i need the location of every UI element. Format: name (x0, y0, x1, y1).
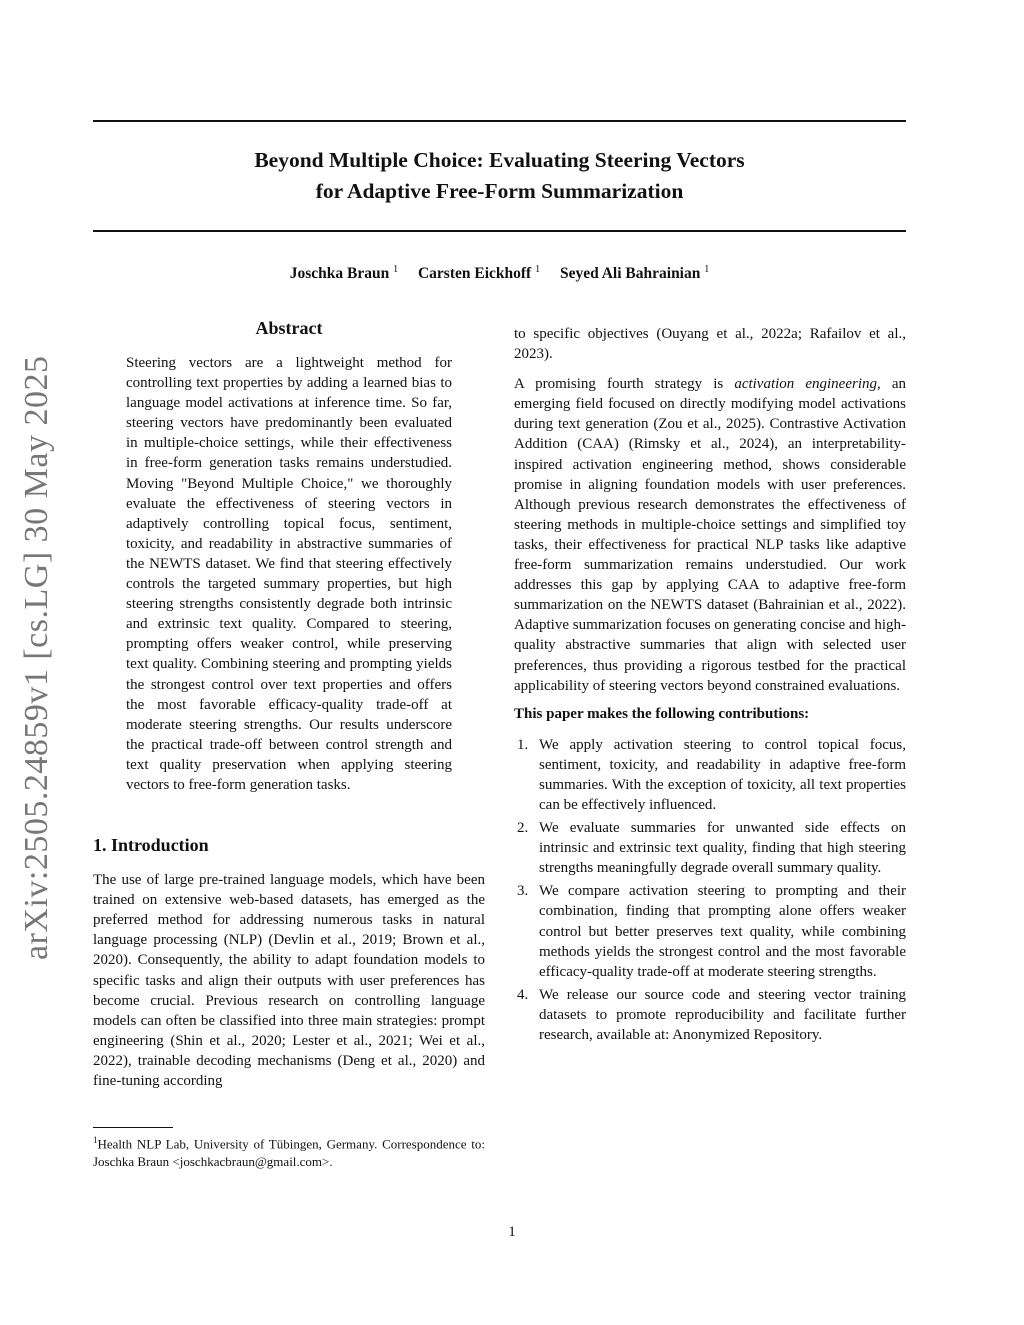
author-name: Carsten Eickhoff (417, 265, 532, 283)
author-affiliation-mark: 1 (704, 264, 710, 275)
list-item-text: We apply activation steering to control topical focus, sentiment, toxicity, and readability in adaptive free-form summaries. With the exception of toxicity, all text properties can be effectively influenced. (539, 736, 906, 813)
intro-paragraph: The use of large pre-trained language models, which have been trained on extensive web-based datasets, has emerged as the preferred method for addressing numerous tasks in natural language processing (NLP) (Devlin et al., 2019; Brown et al., 2020). Consequently, the ability to adapt foundation models to specific tasks and align their outputs with user preferences has become crucial. Previous research on controlling language models can often be classified into three main strategies: prompt engineering (Shin et al., 2020; Lester et al., 2021; Wei et al., 2022), trainable decoding mechanisms (Deng et al., 2020) and fine-tuning according (93, 872, 485, 1089)
list-item (514, 985, 906, 1045)
abstract-heading: Abstract (255, 318, 323, 338)
paragraph-text-start: A promising fourth strategy is (514, 376, 735, 393)
abstract-text: Steering vectors are a lightweight method for controlling text properties by adding a learned bias to language model activations at inference time. So far, steering vectors have predominantly been evaluated in multiple-choice settings, while their effectiveness in free-form generation tasks remains understudied. Moving "Beyond Multiple Choice," we thoroughly evaluate the effectiveness of steering vectors in adaptively controlling topical focus, sentiment, toxicity, and readability in abstractive summaries of the NEWTS dataset. We find that steering effectively controls the targeted summary properties, but high steering strengths consistently degrade both intrinsic and extrinsic text quality. Compared to steering, prompting offers weaker control, while preserving text quality. Combining steering and prompting yields the strongest control over text properties and offers the most favorable efficacy-quality trade-off at moderate steering strengths. Our results underscore the practical trade-off between control strength and text quality preservation when applying steering vectors to free-form generation tasks. (126, 355, 452, 793)
arxiv-identifier: arXiv:2505.24859v1 [cs.LG] 30 May 2025 (18, 355, 55, 960)
contributions-list (514, 735, 906, 1045)
intro-continuation: to specific objectives (Ouyang et al., 2022a; Rafailov et al., 2023). (514, 326, 906, 363)
footnote (93, 1131, 485, 1171)
author-affiliation-mark: 1 (393, 264, 399, 275)
title-line-1: Beyond Multiple Choice: Evaluating Steering Vectors (254, 148, 745, 172)
right-column (514, 324, 906, 1048)
paper-title (93, 145, 906, 207)
list-item-text: We evaluate summaries for unwanted side effects on intrinsic and extrinsic text quality, finding that high steering strengths meaningfully degrade overall summary quality. (539, 820, 906, 877)
author-affiliation-mark: 1 (535, 264, 541, 275)
title-bottom-rule (93, 230, 906, 232)
footnote-mark: 1 (93, 1135, 98, 1145)
list-item-number: 1. (517, 736, 529, 753)
paragraph-text-rest: , an emerging field focused on directly modifying model activations during text generation (Zou et al., 2025). Contrastive Activation Addition (CAA) (Rimsky et al., 2024), an interpretability-inspired activation engineering method, shows considerable promise in aligning foundation models with user preferences. Although previous research demonstrates the effectiveness of steering methods in multiple-choice settings and simplified toy tasks, their effectiveness for practical NLP tasks like adaptive free-form summarization remains understudied. Our work addresses this gap by applying CAA to adaptive free-form summarization on the NEWTS dataset (Bahrainian et al., 2022). Adaptive summarization focuses on generating concise and high-quality abstractive summaries that align with selected user preferences, thus providing a rigorous testbed for the practical applicability of steering vectors beyond constrained evaluations. (514, 376, 906, 694)
list-item-number: 4. (517, 986, 529, 1003)
footnote-divider (93, 1127, 173, 1128)
page-number: 1 (508, 1224, 516, 1240)
footnote-text: Health NLP Lab, University of Tübingen, Germany. Correspondence to: Joschka Braun <joschkacbraun@gmail.com>. (93, 1136, 485, 1170)
author (290, 265, 398, 282)
list-item-number: 3. (517, 883, 529, 900)
author-name: Joschka Braun (289, 265, 390, 283)
contributions-heading: This paper makes the following contributions: (514, 705, 810, 722)
list-item (514, 818, 906, 878)
left-column (93, 318, 485, 1091)
activation-engineering-paragraph (514, 374, 906, 696)
author-name: Seyed Ali Bahrainian (559, 265, 701, 283)
author-list (93, 264, 906, 283)
list-item-text: We release our source code and steering vector training datasets to promote reproducibility and facilitate further research, available at: Anonymized Repository. (539, 986, 906, 1043)
title-top-rule (93, 120, 906, 122)
emphasized-term: activation engineering (734, 376, 878, 393)
section-heading-introduction: 1. Introduction (93, 835, 209, 856)
title-line-2: for Adaptive Free-Form Summarization (315, 179, 684, 203)
list-item (514, 735, 906, 815)
author (418, 265, 540, 282)
list-item-text: We compare activation steering to prompting and their combination, finding that prompting alone offers weaker control but better preserves text quality, while combining methods yields the strongest control and the most favorable efficacy-quality trade-off at moderate steering strengths. (539, 883, 906, 980)
author (560, 265, 709, 282)
list-item-number: 2. (517, 820, 529, 837)
list-item (514, 881, 906, 981)
